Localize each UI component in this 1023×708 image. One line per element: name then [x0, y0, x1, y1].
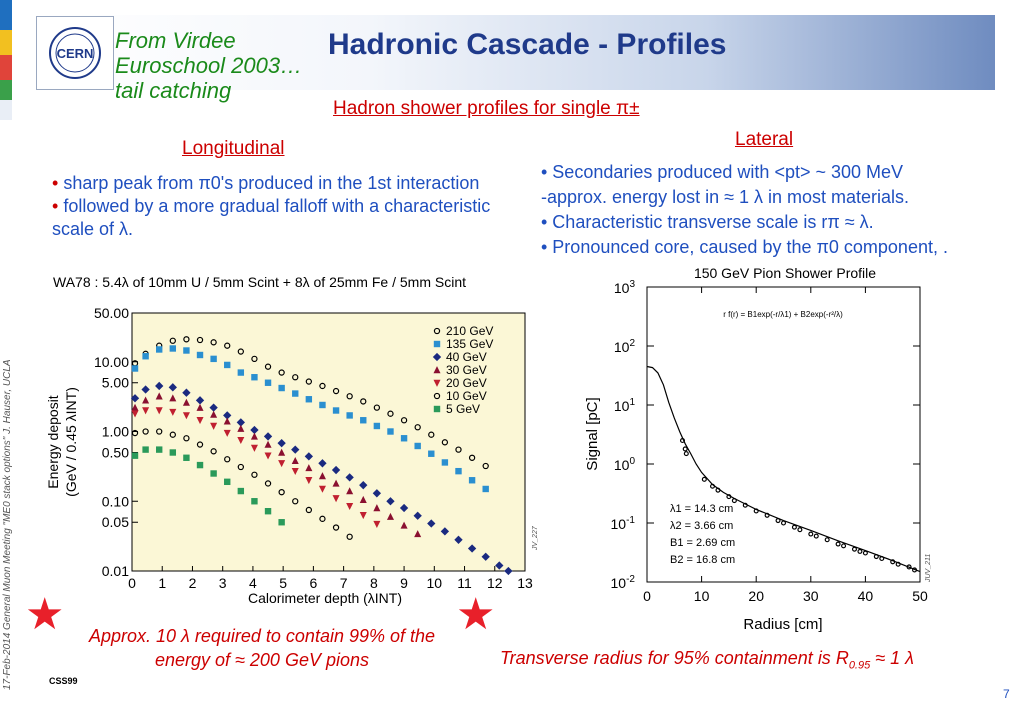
- x-tick-label: 4: [249, 575, 257, 591]
- data-point: [238, 488, 244, 494]
- data-point: [455, 468, 461, 474]
- subtitle: Hadron shower profiles for single π±: [333, 98, 640, 119]
- data-point: [183, 347, 189, 353]
- lateral-line-4: • Pronounced core, caused by the π0 component, .: [541, 237, 948, 257]
- page-title: Hadronic Cascade - Profiles: [328, 28, 727, 61]
- lateral-y-axis-label: Signal [pC]: [584, 397, 601, 471]
- fit-parameter: λ1 = 14.3 cm: [670, 503, 734, 515]
- data-point: [278, 385, 284, 391]
- fit-parameter: B2 = 16.8 cm: [670, 554, 736, 566]
- x-tick-label: 30: [803, 588, 819, 604]
- y-tick-label: $10^{-2}$: [610, 574, 635, 591]
- transverse-note: [500, 648, 914, 672]
- legend-label: 20 GeV: [446, 376, 487, 390]
- page-number: 7: [1003, 687, 1010, 701]
- lateral-formula: r f(r) = B1exp(-r/λ1) + B2exp(-r²/λ): [723, 310, 843, 319]
- legend-label: 30 GeV: [446, 363, 487, 377]
- data-point: [142, 446, 148, 452]
- data-point: [197, 352, 203, 358]
- approx-line-2: energy of ≈ 200 GeV pions: [154, 650, 369, 670]
- data-point: [224, 362, 230, 368]
- y-tick-label: $10^{-1}$: [610, 515, 635, 532]
- legend-marker: [434, 406, 440, 412]
- data-point: [442, 459, 448, 465]
- lateral-bullets: [541, 160, 1021, 260]
- data-point: [374, 423, 380, 429]
- x-tick-label: 50: [912, 588, 928, 604]
- approx-note: [62, 624, 462, 672]
- virdee-line-3: tail catching: [115, 78, 232, 103]
- longitudinal-bullet-1: [52, 172, 492, 195]
- y-tick-label: $10^3$: [613, 279, 635, 296]
- data-point: [387, 428, 393, 434]
- virdee-line-1: From Virdee: [115, 28, 236, 53]
- virdee-line-2: Euroschool 2003…: [115, 53, 303, 78]
- data-point: [278, 519, 284, 525]
- transverse-suffix: ≈ 1 λ: [870, 648, 914, 668]
- y-tick-label: $10^0$: [613, 456, 635, 473]
- y-tick-label: $10^2$: [613, 338, 635, 355]
- lateral-chart: [575, 262, 935, 637]
- lateral-side-label: JUV_211: [925, 553, 932, 582]
- longitudinal-heading: Longitudinal: [182, 138, 285, 159]
- x-tick-label: 10: [426, 575, 443, 591]
- data-point: [224, 479, 230, 485]
- data-point: [251, 374, 257, 380]
- bullet-dot: •: [52, 173, 59, 193]
- data-point: [401, 435, 407, 441]
- transverse-prefix: Transverse radius for 95% containment is R: [500, 648, 849, 668]
- footer-vertical-text: 17-Feb-2014 General Muon Meeting "ME0 stack options" J. Hauser, UCLA: [2, 359, 13, 690]
- bullet-text: sharp peak from π0's produced in the 1st interaction: [58, 173, 480, 193]
- y-tick-label: $10^1$: [613, 397, 635, 414]
- data-point: [292, 390, 298, 396]
- data-point: [469, 477, 475, 483]
- star-icon: ★: [456, 590, 496, 639]
- data-point: [156, 346, 162, 352]
- data-point: [414, 443, 420, 449]
- data-point: [132, 365, 138, 371]
- data-point: [210, 470, 216, 476]
- x-tick-label: 3: [218, 575, 227, 591]
- data-point: [210, 356, 216, 362]
- x-tick-label: 8: [369, 575, 378, 591]
- x-tick-label: 5: [279, 575, 288, 591]
- data-point: [333, 407, 339, 413]
- data-point: [156, 446, 162, 452]
- data-point: [483, 486, 489, 492]
- lateral-line-1: • Secondaries produced with <pt> ~ 300 MeV: [541, 162, 904, 182]
- x-tick-label: 13: [517, 575, 533, 591]
- star-icon: ★: [25, 590, 65, 639]
- virdee-note: [115, 28, 302, 103]
- cern-logo-text: CERN: [56, 46, 94, 61]
- data-point: [265, 508, 271, 514]
- lateral-line-2: -approx. energy lost in ≈ 1 λ in most materials.: [541, 187, 910, 207]
- x-tick-label: 0: [643, 588, 651, 604]
- y-tick-label: 50.00: [93, 305, 129, 321]
- css99-label: CSS99: [49, 676, 78, 686]
- longitudinal-x-axis-label: Calorimeter depth (λINT): [247, 590, 403, 606]
- data-point: [428, 451, 434, 457]
- legend-label: 10 GeV: [446, 389, 487, 403]
- bullet-dot: •: [52, 196, 59, 216]
- data-point: [183, 455, 189, 461]
- data-point: [238, 369, 244, 375]
- y-tick-label: 0.10: [101, 493, 129, 510]
- lateral-heading: Lateral: [735, 129, 794, 150]
- longitudinal-chart: [40, 295, 540, 620]
- lateral-line-3: • Characteristic transverse scale is rπ ≈ λ.: [541, 212, 874, 232]
- legend-label: 5 GeV: [446, 402, 481, 416]
- fit-parameter: λ2 = 3.66 cm: [670, 520, 734, 532]
- y-tick-label: 0.50: [101, 444, 129, 461]
- data-point: [197, 462, 203, 468]
- x-tick-label: 1: [158, 575, 167, 591]
- data-point: [170, 345, 176, 351]
- data-point: [170, 449, 176, 455]
- x-tick-label: 6: [309, 575, 318, 591]
- lateral-x-axis-label: Radius [cm]: [743, 616, 823, 633]
- transverse-sub: 0.95: [848, 659, 871, 672]
- longitudinal-side-label: JV_227: [532, 526, 539, 550]
- longitudinal-bullet-2: [52, 195, 492, 241]
- data-point: [265, 380, 271, 386]
- bullet-text: followed by a more gradual falloff with a characteristic scale of λ.: [52, 196, 491, 239]
- wa78-caption: WA78 : 5.4λ of 10mm U / 5mm Scint + 8λ of 25mm Fe / 5mm Scint: [53, 274, 466, 290]
- x-tick-label: 40: [857, 588, 874, 604]
- x-tick-label: 2: [188, 575, 197, 591]
- x-tick-label: 9: [400, 575, 408, 591]
- x-tick-label: 11: [457, 575, 472, 591]
- y-tick-label: 0.05: [101, 514, 129, 531]
- longitudinal-y-axis-label-2: (GeV / 0.45 λINT): [63, 387, 79, 497]
- y-tick-label: 10.00: [93, 353, 129, 370]
- cern-logo-icon: [37, 17, 113, 89]
- cern-logo: [36, 16, 114, 90]
- data-point: [306, 396, 312, 402]
- legend-label: 210 GeV: [446, 324, 494, 338]
- data-point: [346, 412, 352, 418]
- x-tick-label: 10: [693, 588, 710, 604]
- x-tick-label: 0: [128, 575, 136, 591]
- approx-line-1: Approx. 10 λ required to contain 99% of the: [88, 626, 436, 646]
- data-point: [360, 417, 366, 423]
- legend-label: 135 GeV: [446, 337, 494, 351]
- data-point: [142, 353, 148, 359]
- legend-label: 40 GeV: [446, 350, 487, 364]
- longitudinal-y-axis-label-1: Energy deposit: [45, 395, 61, 489]
- x-tick-label: 7: [339, 575, 348, 591]
- longitudinal-bullets: [52, 172, 492, 241]
- fit-parameter: B1 = 2.69 cm: [670, 537, 736, 549]
- decorative-color-strip: [0, 0, 12, 120]
- y-tick-label: 5.00: [101, 374, 129, 391]
- y-tick-label: 1.00: [101, 423, 129, 440]
- data-point: [251, 498, 257, 504]
- y-tick-label: 0.01: [101, 563, 129, 579]
- x-tick-label: 20: [748, 588, 764, 604]
- legend-marker: [434, 341, 440, 347]
- lateral-chart-title: 150 GeV Pion Shower Profile: [693, 265, 877, 281]
- data-point: [132, 452, 138, 458]
- data-point: [319, 402, 325, 408]
- x-tick-label: 12: [486, 575, 503, 591]
